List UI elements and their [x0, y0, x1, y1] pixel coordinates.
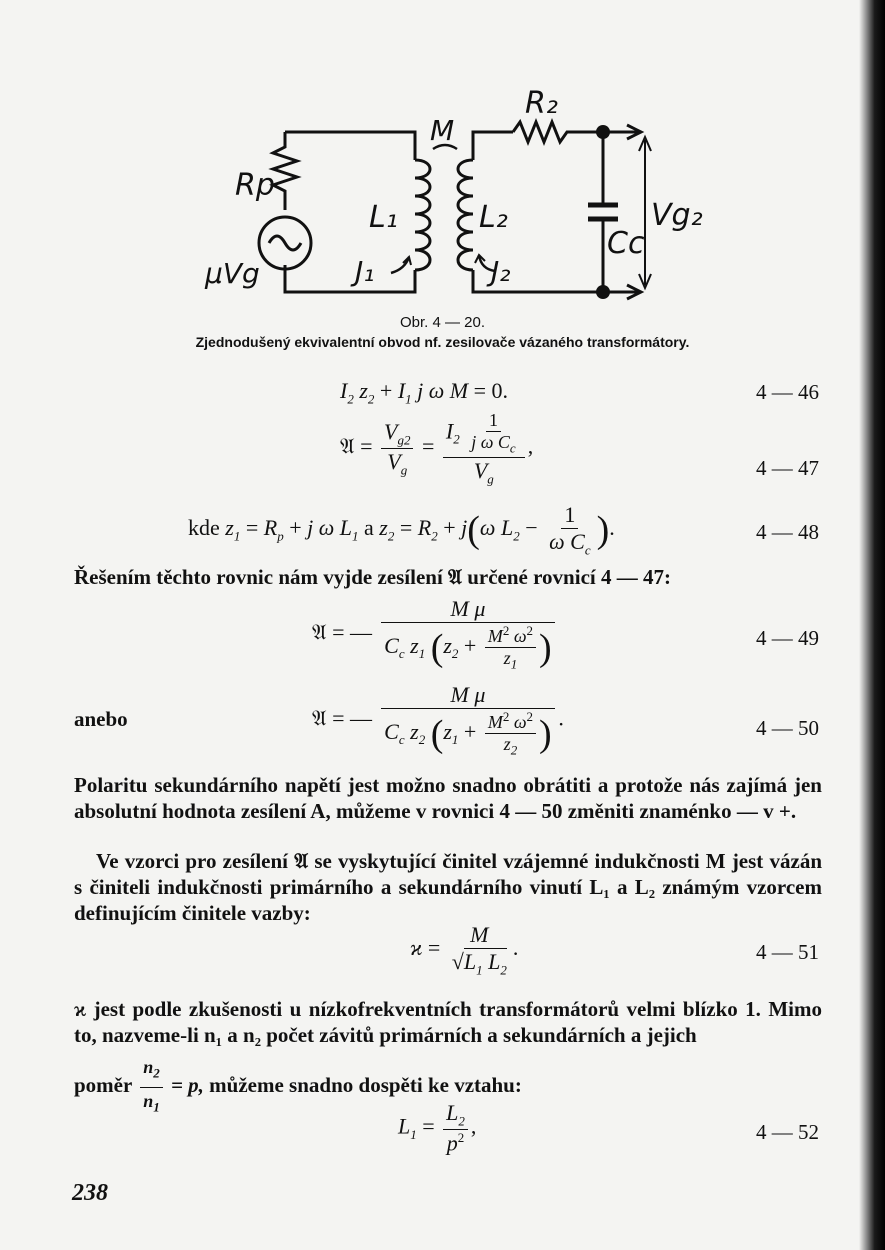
label-muvg: μVg: [205, 257, 260, 290]
equation-number-4-48: 4 — 48: [756, 520, 819, 544]
paragraph-2: Polaritu sekundárního napětí jest možno snadno obrátiti a protože nás zajímá jen absolutní hodnota zesílení A, můžeme v rovnici 4 — 50 změniti znaménko — v +.: [74, 773, 822, 823]
equation-4-48: kde $z_1 = R_p + j$ ω $L_1$ a $z_2 = R_2 + j(\omega$ $L_2$ − $\frac{1}{\omega C_c}$ ).: [188, 502, 615, 558]
paragraph-5: poměr $\frac{n_2}{n_1}$ = p, můžeme snadno dospěti ke vztahu:: [74, 1054, 522, 1120]
equation-4-51: ϰ = $\frac{M}{√L_1 L_2}$ .: [410, 922, 519, 978]
equation-4-47: 𝔄 = $\frac{V_{g2}}{V_g}$ = $I_2$ $\frac{1}{j \omega C_c}$ $V_g$ ,: [340, 410, 534, 486]
label-j1: J₁: [355, 255, 375, 288]
equation-number-4-51: 4 — 51: [756, 940, 819, 964]
paragraph-5-rest: můžeme snadno dospěti ke vztahu:: [209, 1072, 522, 1097]
label-j2: J₂: [491, 255, 511, 288]
equation-number-4-52: 4 — 52: [756, 1120, 819, 1144]
paragraph-3: Ve vzorci pro zesílení 𝔄 se vyskytující činitel vzájemné indukčnosti M jest vázán s činiteli indukčnosti primárního a sekundárního vinutí L₁ a L₂ známým vzorcem definujícím činitele vazby:: [74, 849, 822, 925]
label-r2: R₂: [525, 86, 558, 121]
label-m: M: [430, 114, 455, 147]
equation-4-52: $L_1$ = $\frac{L_2}{p^2}$ ,: [398, 1100, 477, 1156]
paragraph-4: ϰ jest podle zkušenosti u nízkofrekventních transformátorů velmi blízko 1. Mimo to, nazveme-li n₁ a n₂ počet závitů primárních a sekundárních a jejich: [74, 997, 822, 1047]
page-number: 238: [72, 1180, 108, 1206]
circuit-diagram: [195, 85, 715, 310]
label-l2: L₂: [479, 200, 508, 235]
word-anebo: anebo: [74, 707, 128, 731]
equation-number-4-46: 4 — 46: [756, 380, 819, 404]
figure-caption: Zjednodušený ekvivalentní obvod nf. zesilovače vázaného transformátory.: [195, 334, 690, 350]
word-kde: kde: [188, 515, 220, 541]
paragraph-1: Řešením těchto rovnic nám vyjde zesílení 𝔄 určené rovnicí 4 — 47:: [74, 565, 671, 589]
word-pomer: poměr: [74, 1072, 132, 1097]
equation-4-50: 𝔄 = — M μ $C_c$ $z_2$ ($z_1$ + $\frac{M^2 \omega^2}{z_2}$ ) .: [312, 682, 564, 758]
label-rp: Rp: [235, 168, 275, 203]
label-l1: L₁: [369, 200, 398, 235]
label-cc: Cc: [607, 226, 645, 261]
equation-4-49: 𝔄 = — M μ $C_c$ $z_1$ ($z_2$ + $\frac{M^2 \omega^2}{z_1}$ ): [312, 596, 558, 673]
label-vg2: Vg₂: [651, 198, 703, 233]
equation-4-46: $I_2$ $z_2 + I_1$ j ω M = 0.: [340, 378, 509, 407]
equation-number-4-50: 4 — 50: [756, 716, 819, 740]
word-a: a: [364, 515, 374, 541]
equation-number-4-47: 4 — 47: [756, 456, 819, 480]
figure-number: Obr. 4 — 20.: [399, 314, 486, 331]
page-binding-edge: [859, 0, 885, 1250]
equation-number-4-49: 4 — 49: [756, 626, 819, 650]
